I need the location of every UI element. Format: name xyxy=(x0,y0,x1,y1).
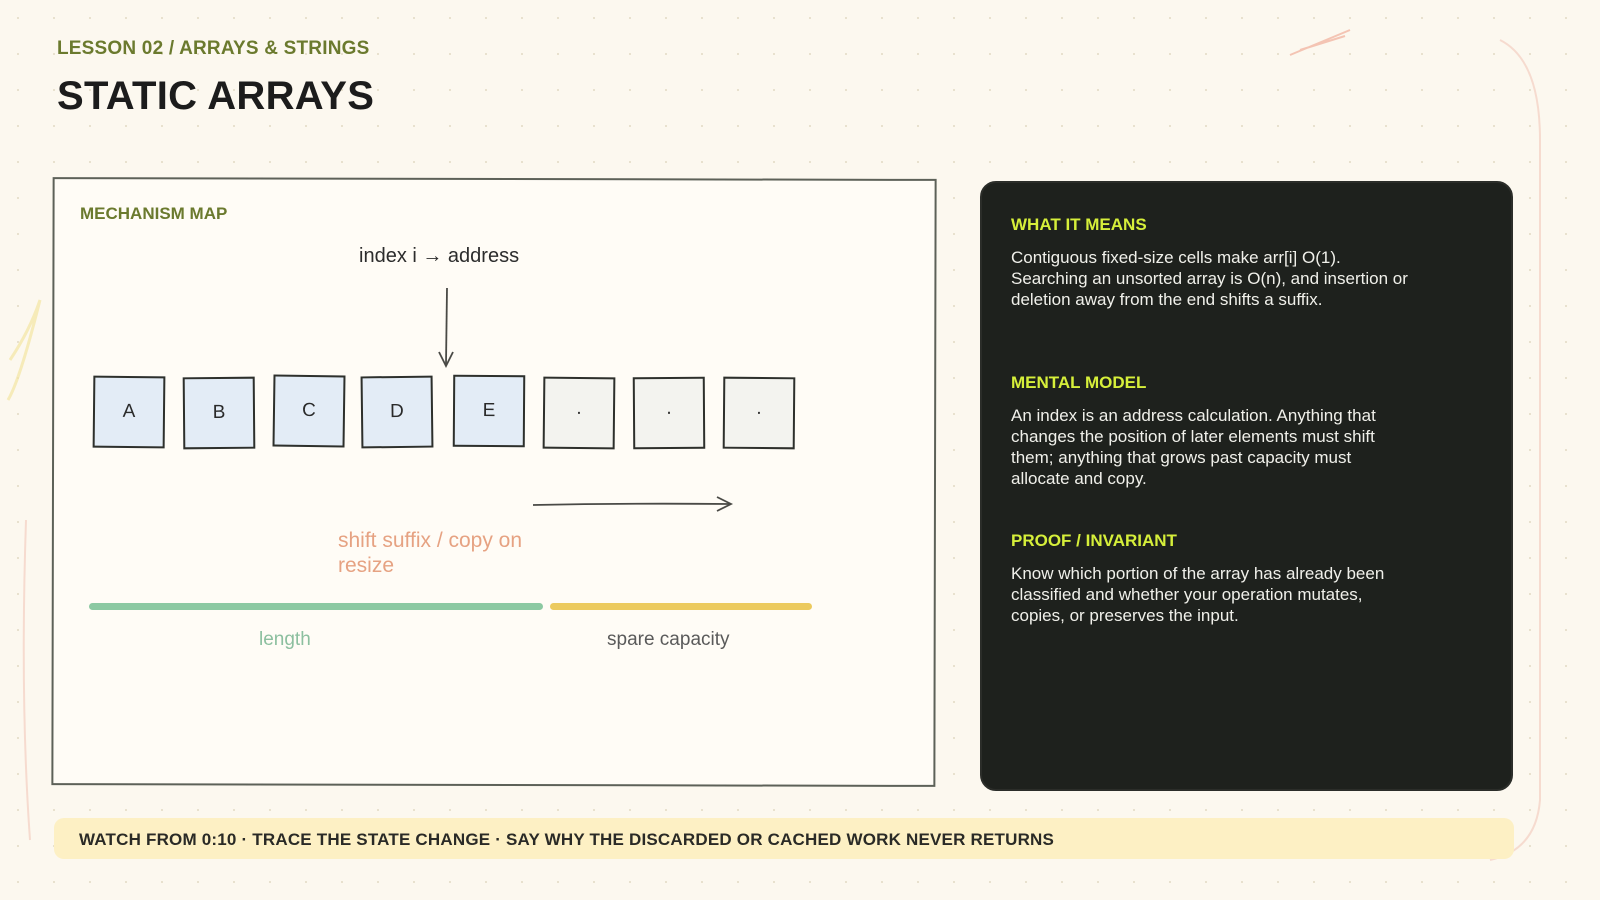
proof-invariant-heading: PROOF / INVARIANT xyxy=(1011,531,1177,550)
proof-invariant-text: Know which portion of the array has already been classified and whether your operation mutates, copies, or preserves the input. xyxy=(1011,564,1385,625)
mechanism-map-label: MECHANISM MAP xyxy=(80,204,228,223)
array-cell: · xyxy=(723,377,796,450)
mental-model-text: An index is an address calculation. Anything that changes the position of later elements must shift them; anything that grows past capacity must allocate and copy. xyxy=(1011,406,1376,488)
page-title: STATIC ARRAYS xyxy=(57,74,375,118)
array-cell: A xyxy=(93,376,166,449)
array-cell: D xyxy=(361,376,434,449)
array-cell: B xyxy=(183,377,256,450)
array-cell: · xyxy=(543,377,616,450)
shift-suffix-label: shift suffix / copy on resize xyxy=(338,529,523,577)
instruction-text: WATCH FROM 0:10 · TRACE THE STATE CHANGE · SAY WHY THE DISCARDED OR CACHED WORK NEVER RETURNS xyxy=(79,830,1055,849)
length-bar xyxy=(89,603,543,610)
spare-capacity-label: spare capacity xyxy=(607,629,730,650)
what-it-means-text: Contiguous fixed-size cells make arr[i] O(1). Searching an unsorted array is O(n), and insertion or deletion away from the end shifts a suffix. xyxy=(1011,248,1408,309)
length-label: length xyxy=(259,629,311,650)
spare-capacity-bar xyxy=(550,603,812,610)
index-address-label: index i → address xyxy=(359,245,520,267)
array-cell: E xyxy=(453,375,526,448)
mental-model-heading: MENTAL MODEL xyxy=(1011,373,1147,392)
array-cell: C xyxy=(273,375,346,448)
array-cell: · xyxy=(633,377,706,450)
lesson-label: LESSON 02 / ARRAYS & STRINGS xyxy=(57,38,370,59)
mechanism-panel xyxy=(51,177,936,787)
what-it-means-heading: WHAT IT MEANS xyxy=(1011,215,1147,234)
